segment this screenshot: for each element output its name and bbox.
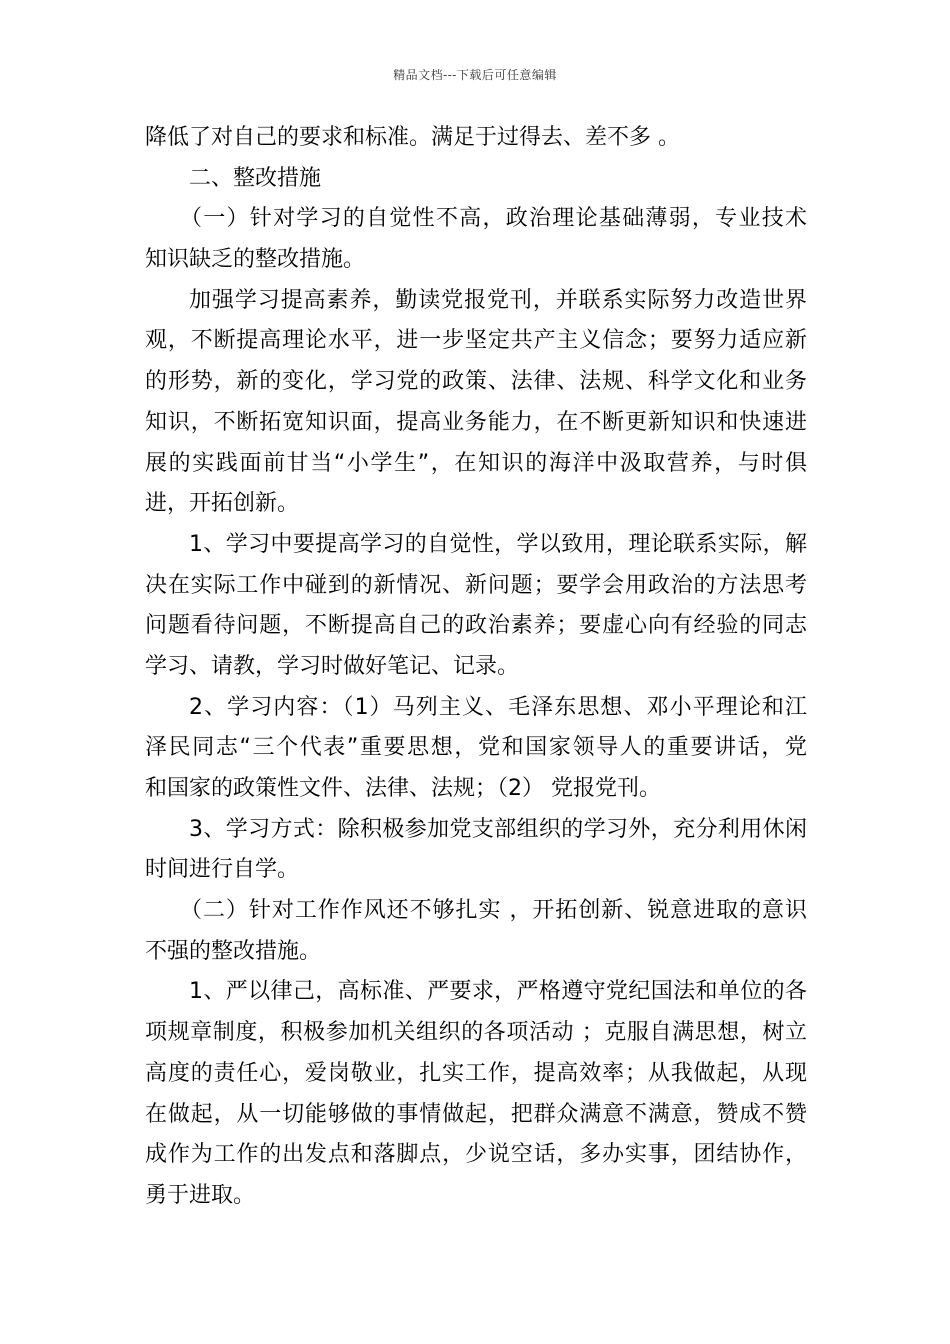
- text-line: 学习、请教，学习时做好笔记、记录。: [145, 653, 520, 679]
- text-line: （一）针对学习的自觉性不高，政治理论基础薄弱，专业技术: [180, 206, 807, 232]
- text-line: 2、学习内容：（1）马列主义、毛泽东思想、邓小平理论和江: [189, 694, 807, 720]
- text-line: 不强的整改措施。: [145, 938, 322, 964]
- text-line: 1、学习中要提高学习的自觉性，学以致用，理论联系实际，解: [189, 531, 807, 557]
- text-line: 进，开拓创新。: [145, 491, 300, 517]
- text-line: 泽民同志“三个代表”重要思想，党和国家领导人的重要讲话，党: [145, 735, 807, 761]
- text-line: 项规章制度，积极参加机关组织的各项活动 ；克服自满思想，树立: [145, 1020, 807, 1046]
- subsection-heading: [145, 891, 807, 972]
- text-line: 知识，不断拓宽知识面，提高业务能力，在不断更新知识和快速进: [145, 409, 807, 435]
- paragraph: [145, 525, 807, 688]
- text-line: 观，不断提高理论水平，进一步坚定共产主义信念；要努力适应新: [145, 328, 807, 354]
- page-header: 精品文档---下载后可任意编辑: [393, 68, 557, 82]
- paragraph: [145, 688, 807, 810]
- text-line: 加强学习提高素养，勤读党报党刊，并联系实际努力改造世界: [189, 287, 807, 313]
- text-line: 展的实践面前甘当“小学生”，在知识的海洋中汲取营养，与时俱: [145, 450, 807, 476]
- paragraph: [145, 118, 807, 159]
- text-line: 决在实际工作中碰到的新情况、新问题；要学会用政治的方法思考: [145, 572, 807, 598]
- section-heading: [145, 159, 807, 200]
- text-line: 高度的责任心，爱岗敬业，扎实工作，提高效率；从我做起，从现: [145, 1060, 807, 1086]
- text-line: 勇于进取。: [145, 1182, 256, 1208]
- text-line: 成作为工作的出发点和落脚点，少说空话，多办实事，团结协作，: [145, 1142, 807, 1168]
- text-line: 3、学习方式：除积极参加党支部组织的学习外，充分利用休闲: [189, 816, 807, 842]
- text-line: （二）针对工作作风还不够扎实 ，开拓创新、锐意进取的意识: [180, 898, 807, 924]
- subsection-heading: [145, 199, 807, 280]
- text-line: 时间进行自学。: [145, 857, 300, 883]
- text-line: 二、整改措施: [189, 165, 322, 191]
- paragraph: [145, 810, 807, 891]
- text-line: 降低了对自己的要求和标准。满足于过得去、差不多 。: [145, 125, 680, 150]
- text-line: 的形势，新的变化，学习党的政策、法律、法规、科学文化和业务: [145, 369, 807, 395]
- text-line: 和国家的政策性文件、法律、法规；（2） 党报党刊。: [145, 776, 661, 801]
- text-line: 问题看待问题，不断提高自己的政治素养；要虚心向有经验的同志: [145, 613, 807, 639]
- paragraph: [145, 972, 807, 1216]
- text-line: 1、严以律己，高标准、严要求，严格遵守党纪国法和单位的各: [189, 979, 807, 1005]
- document-body: [145, 118, 807, 1217]
- text-line: 在做起，从一切能够做的事情做起，把群众满意不满意，赞成不赞: [145, 1101, 807, 1127]
- text-line: 知识缺乏的整改措施。: [145, 247, 366, 273]
- paragraph: [145, 281, 807, 525]
